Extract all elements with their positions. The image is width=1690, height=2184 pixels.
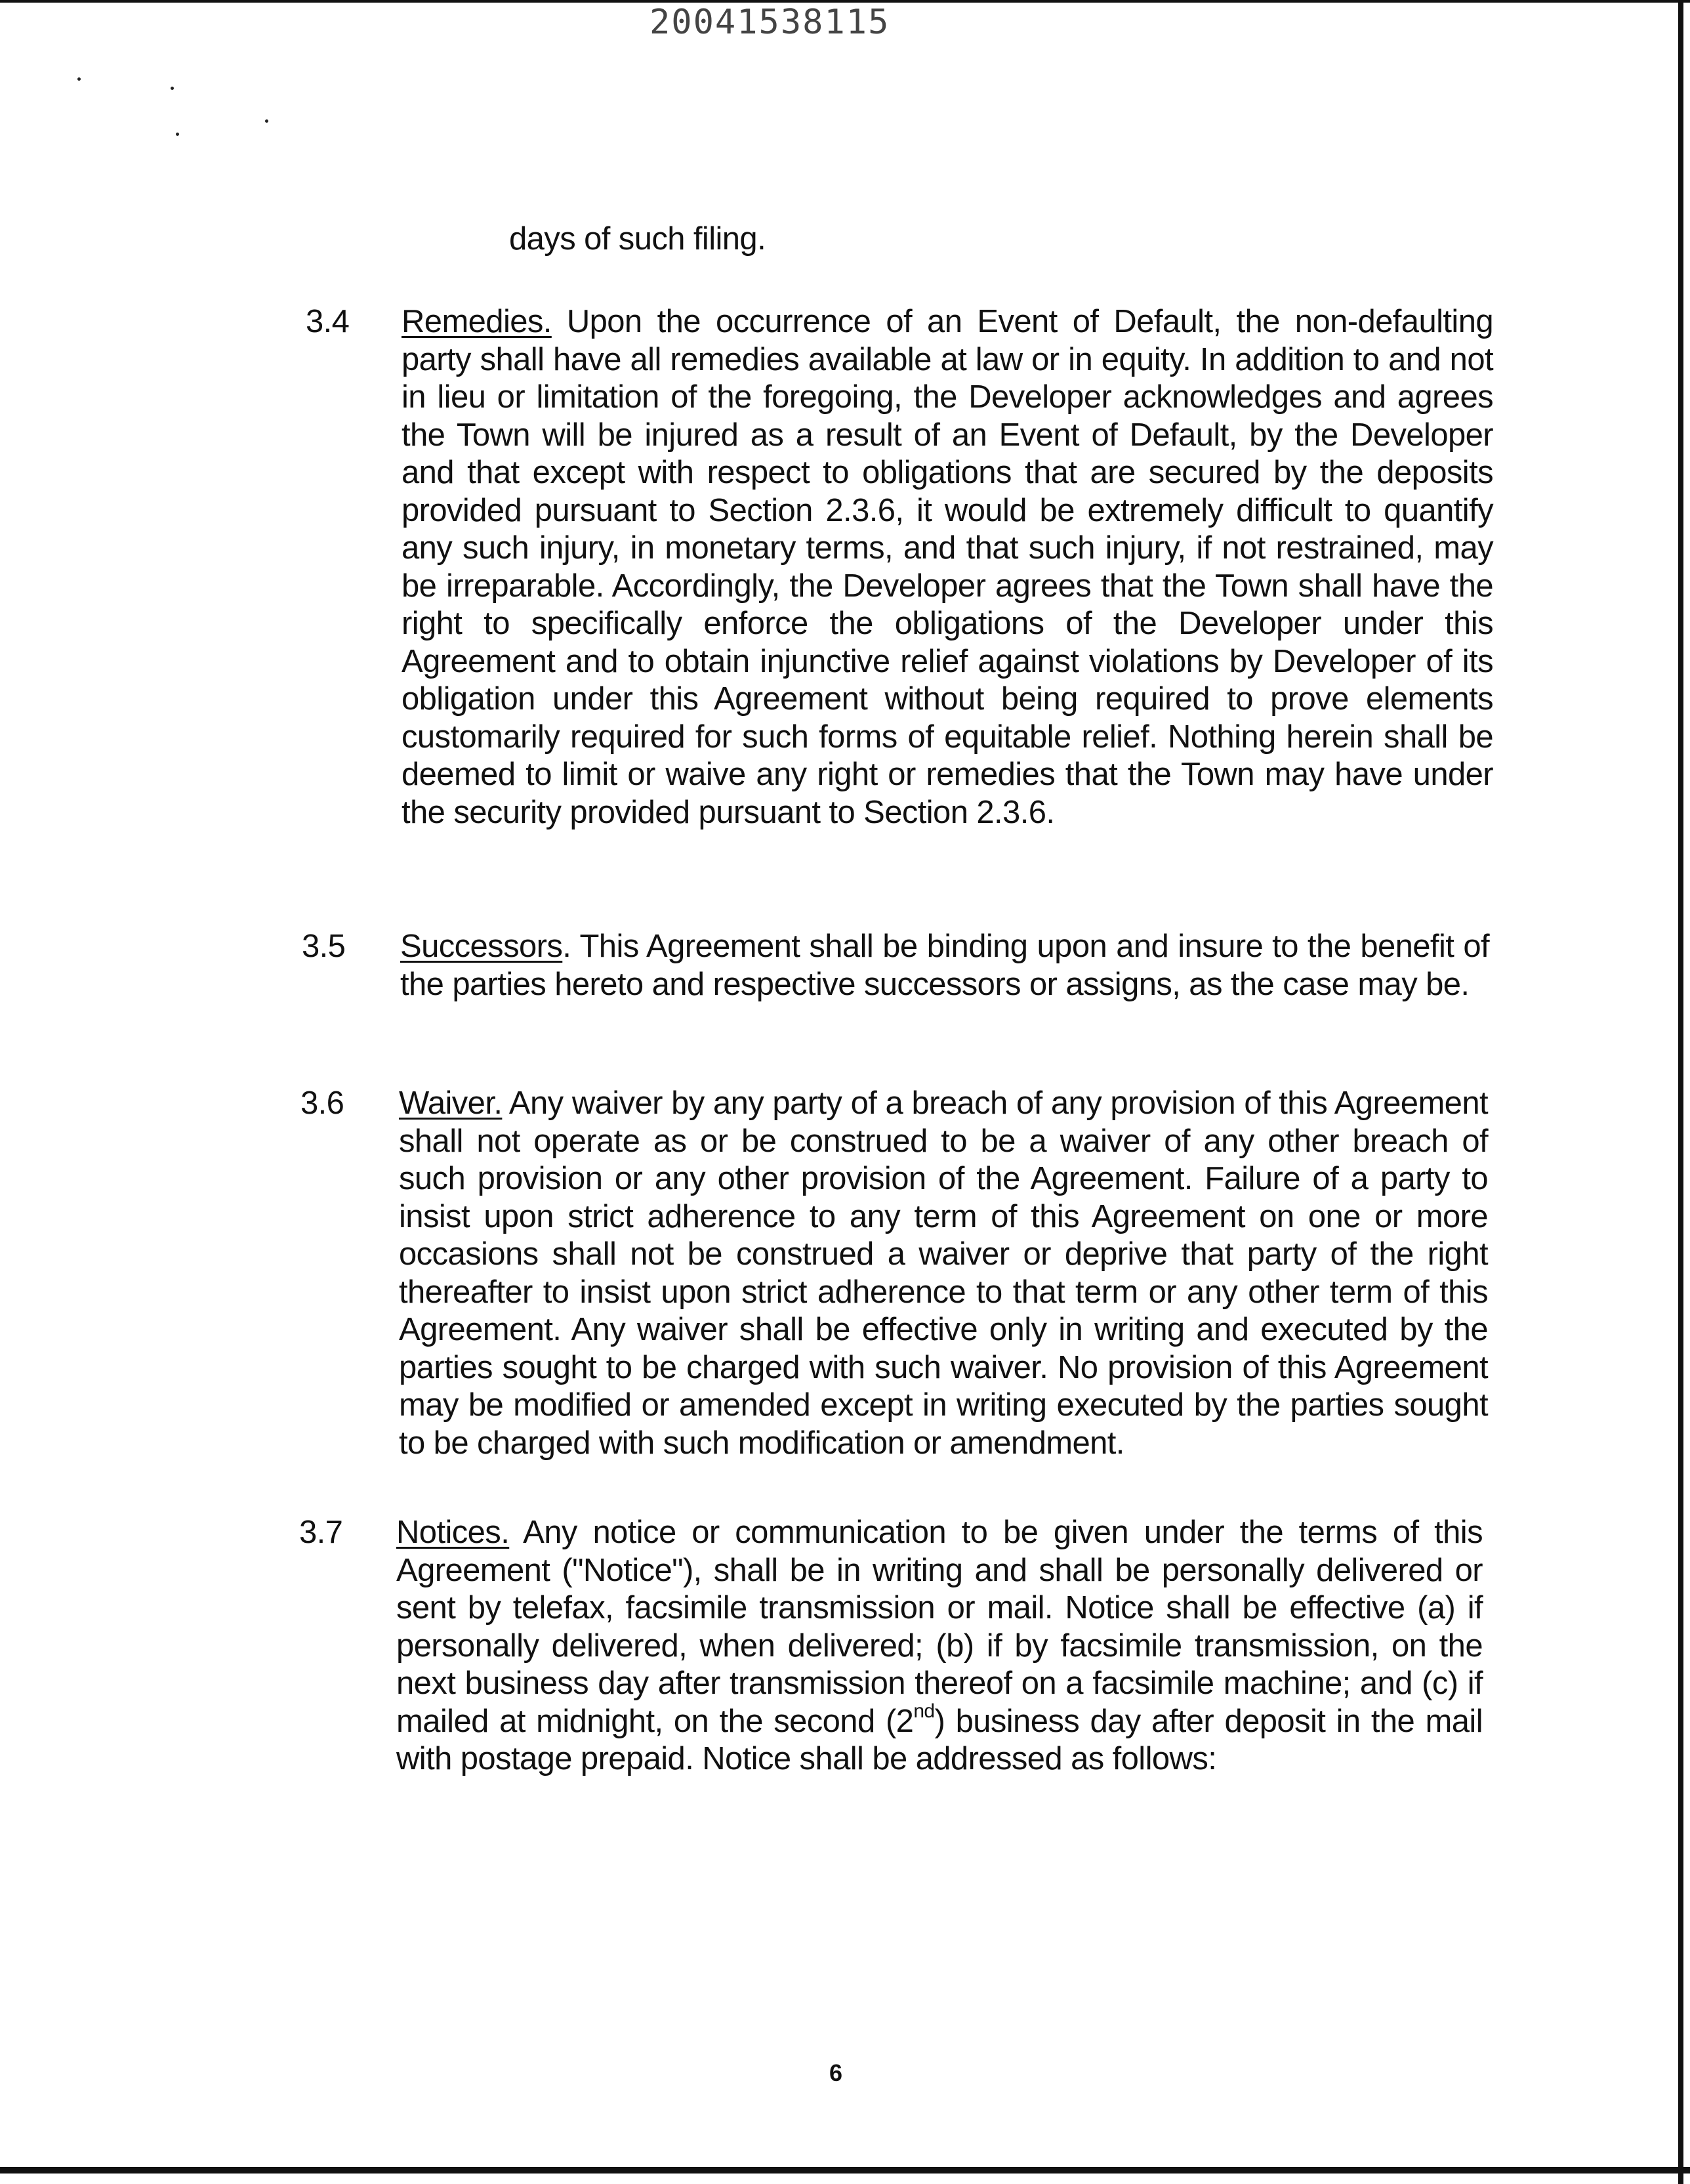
scan-speck [171,87,174,90]
section-text: . This Agreement shall be binding upon and insure to the benefit of the parties hereto and respective successors or assigns, as the case may be. [400,929,1489,1002]
section-heading: Notices. [396,1515,510,1550]
section-body [399,1085,1488,1462]
scan-speck [265,119,268,123]
document-id: 20041538115 [649,3,890,42]
lead-in-text: days of such filing. [509,221,766,257]
scan-border-bottom [0,2167,1690,2174]
section-body [400,928,1489,1003]
scan-speck [176,133,179,136]
section-number: 3.7 [299,1515,343,1550]
section-text: Upon the occurrence of an Event of Default, the non-defaulting party shall have all remedies available at law or in equity. In addition to and not in lieu or limitation of the foregoing, the Developer acknowledges and agrees the Town will be injured as a result of an Event of Default, by the Developer and that except with respect to obligations that are secured by the deposits provided pursuant to Section 2.3.6, it would be extremely difficult to quantify any such injury, in monetary terms, and that such injury, if not restrained, may be irreparable. Accordingly, the Developer agrees that the Town shall have the right to specifically enforce the obligations of the Developer under this Agreement and to obtain injunctive relief against violations by Developer of its obligation under this Agreement without being required to prove elements customarily required for such forms of equitable relief. Nothing herein shall be deemed to limit or waive any right or remedies that the Town may have under the security provided pursuant to Section 2.3.6. [402,304,1493,830]
section-body [402,303,1493,831]
section-heading: Successors [400,929,563,964]
scan-speck [77,77,81,81]
scan-border-right [1678,0,1683,2184]
section-text-part-2: ) business day after deposit in the mail with postage prepaid. Notice shall be addressed as follows: [396,1703,1483,1776]
section-number: 3.5 [302,929,346,964]
section-number: 3.6 [300,1085,344,1121]
page-number: 6 [829,2059,843,2086]
section-number: 3.4 [306,304,350,339]
ordinal-superscript: nd [913,1700,935,1723]
section-heading: Remedies. [402,304,552,339]
section-text-part-1: Any notice or communication to be given under the terms of this Agreement ("Notice"), shall be in writing and shall be personally delivered or sent by telefax, facsimile transmission or mail. Notice shall be effective (a) if personally delivered, when delivered; (b) if by facsimile transmission, on the next business day after transmission thereof on a facsimile machine; and (c) if mailed at midnight, on the second (2 [396,1515,1483,1739]
section-body [396,1514,1483,1778]
section-heading: Waiver. [399,1085,503,1121]
section-text: Any waiver by any party of a breach of any provision of this Agreement shall not operate as or be construed to be a waiver of any other breach of such provision or any other provision of the Agreement. Failure of a party to insist upon strict adherence to any term of this Agreement on one or more occasions shall not be construed a waiver or deprive that party of the right thereafter to insist upon strict adherence to that term or any other term of this Agreement. Any waiver shall be effective only in writing and executed by the parties sought to be charged with such waiver. No provision of this Agreement may be modified or amended except in writing executed by the parties sought to be charged with such modification or amendment. [399,1085,1488,1461]
